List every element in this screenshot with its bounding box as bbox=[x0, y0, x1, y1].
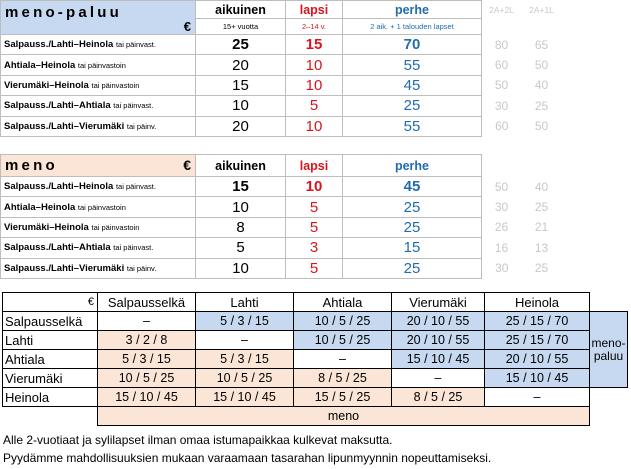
adult-header: aikuinen bbox=[196, 1, 286, 19]
matrix-row-label: Ahtiala bbox=[3, 350, 98, 369]
adult-price: 15 bbox=[196, 177, 286, 197]
group-2a1l-price: 50 bbox=[534, 58, 549, 73]
route-name: Salpauss./Lahti–Vierumäki bbox=[4, 262, 125, 274]
family-price: 25 bbox=[343, 217, 482, 237]
matrix-column-header: Ahtiala bbox=[294, 293, 392, 312]
matrix-column-header: Lahti bbox=[196, 293, 294, 312]
adult-price: 10 bbox=[196, 96, 286, 116]
family-price: 25 bbox=[343, 96, 482, 116]
oneway-adult-header: aikuinen bbox=[196, 155, 286, 177]
route-name: Vierumäki–Heinola bbox=[4, 221, 89, 233]
route-suffix: tai päinvastoin bbox=[77, 202, 126, 212]
child-price: 10 bbox=[286, 177, 343, 197]
group-2a2l-price: 50 bbox=[494, 179, 509, 194]
group-2a1l-price: 25 bbox=[534, 200, 549, 215]
fare-row bbox=[1, 238, 562, 258]
child-price: 5 bbox=[286, 197, 343, 217]
fare-row bbox=[1, 75, 562, 95]
matrix-cell: 5 / 3 / 15 bbox=[196, 312, 294, 331]
matrix-row bbox=[3, 350, 628, 369]
matrix-cell: 10 / 5 / 25 bbox=[294, 312, 392, 331]
matrix-cell: 5 / 3 / 15 bbox=[98, 350, 196, 369]
child-price: 3 bbox=[286, 238, 343, 258]
group-2a1l-price: 40 bbox=[534, 179, 549, 194]
group-2a2l-price: 30 bbox=[495, 261, 509, 276]
matrix-row bbox=[3, 331, 628, 350]
route-suffix: tai päinvastoin bbox=[91, 222, 140, 232]
matrix-row-label: Vierumäki bbox=[3, 369, 98, 388]
route-suffix: tai päinv. bbox=[126, 263, 157, 273]
family-price: 25 bbox=[343, 258, 482, 278]
group-2a1l-price: 13 bbox=[534, 240, 549, 255]
route-cell bbox=[1, 55, 196, 75]
oneway-family-header: perhe bbox=[343, 155, 482, 177]
fare-row bbox=[1, 35, 562, 55]
group-2a2l-price: 16 bbox=[494, 240, 509, 255]
matrix-row bbox=[3, 369, 628, 388]
matrix-cell: 20 / 10 / 55 bbox=[392, 312, 485, 331]
group-2a2l-header: 2A+2L bbox=[489, 4, 514, 15]
route-name: Vierumäki–Heinola bbox=[4, 79, 89, 91]
group-2a1l-price: 40 bbox=[534, 78, 549, 93]
family-price: 15 bbox=[343, 238, 482, 258]
route-name: Salpauss./Lahti–Ahtiala bbox=[4, 100, 111, 112]
matrix-cell: 10 / 5 / 25 bbox=[98, 369, 196, 388]
matrix-return-label-line2: paluu bbox=[593, 348, 624, 363]
fare-row bbox=[1, 116, 562, 136]
matrix-row-label: Heinola bbox=[3, 388, 98, 407]
matrix-row bbox=[3, 312, 628, 331]
adult-price: 10 bbox=[196, 197, 286, 217]
matrix-currency: € bbox=[3, 293, 98, 312]
family-subheader: 2 aik. + 1 talouden lapset bbox=[343, 19, 482, 35]
matrix-cell: 20 / 10 / 55 bbox=[485, 350, 590, 369]
child-price: 10 bbox=[286, 116, 343, 136]
group-2a1l-price: 25 bbox=[534, 98, 549, 113]
matrix-column-header: Salpausselkä bbox=[98, 293, 196, 312]
route-cell bbox=[1, 35, 196, 55]
adult-price: 8 bbox=[196, 217, 286, 237]
group-2a1l-price: 21 bbox=[534, 220, 549, 235]
family-header: perhe bbox=[343, 1, 482, 19]
matrix-cell: 3 / 2 / 8 bbox=[98, 331, 196, 350]
route-suffix: tai päinvast. bbox=[113, 101, 154, 111]
fare-row bbox=[1, 55, 562, 75]
child-price: 5 bbox=[286, 258, 343, 278]
route-price-matrix bbox=[2, 292, 628, 426]
child-price: 10 bbox=[286, 75, 343, 95]
fare-row bbox=[1, 177, 562, 197]
matrix-row bbox=[3, 388, 628, 407]
family-price: 55 bbox=[343, 55, 482, 75]
route-cell bbox=[1, 96, 196, 116]
matrix-cell: – bbox=[294, 350, 392, 369]
return-currency-label: € bbox=[183, 19, 191, 34]
return-fare-table bbox=[0, 0, 562, 137]
oneway-currency-label: € bbox=[183, 157, 191, 173]
matrix-return-label bbox=[590, 312, 628, 388]
route-name: Ahtiala–Heinola bbox=[4, 59, 76, 71]
route-suffix: tai päinvastoin bbox=[91, 80, 140, 90]
route-suffix: tai päinvast. bbox=[115, 182, 156, 192]
route-cell bbox=[1, 177, 196, 197]
family-price: 25 bbox=[343, 197, 482, 217]
matrix-row-label: Lahti bbox=[3, 331, 98, 350]
route-cell bbox=[1, 116, 196, 136]
matrix-column-header: Vierumäki bbox=[392, 293, 485, 312]
note-infants-free: Alle 2-vuotiaat ja sylilapset ilman omaa istumapaikkaa kulkevat maksutta. bbox=[3, 433, 393, 447]
matrix-cell: 15 / 10 / 45 bbox=[196, 388, 294, 407]
matrix-column-header: Heinola bbox=[485, 293, 590, 312]
note-exact-change: Pyydämme mahdollisuuksien mukaan varaamaan tasarahan lipunmyynnin nopeuttamiseksi. bbox=[3, 451, 492, 465]
adult-price: 5 bbox=[196, 238, 286, 258]
fare-row bbox=[1, 96, 562, 116]
fare-row bbox=[1, 258, 562, 278]
route-cell bbox=[1, 75, 196, 95]
child-subheader: 2–14 v. bbox=[286, 19, 343, 35]
route-cell bbox=[1, 217, 196, 237]
adult-price: 15 bbox=[196, 75, 286, 95]
group-2a2l-price: 80 bbox=[494, 37, 509, 52]
child-price: 5 bbox=[286, 96, 343, 116]
group-2a2l-price: 30 bbox=[494, 200, 509, 215]
matrix-cell: 15 / 10 / 45 bbox=[485, 369, 590, 388]
matrix-cell: 15 / 5 / 25 bbox=[294, 388, 392, 407]
route-cell bbox=[1, 238, 196, 258]
family-price: 45 bbox=[343, 177, 482, 197]
group-2a1l-price: 50 bbox=[534, 119, 549, 134]
route-cell bbox=[1, 258, 196, 278]
child-price: 15 bbox=[286, 35, 343, 55]
adult-price: 20 bbox=[196, 116, 286, 136]
matrix-footer-row bbox=[3, 407, 628, 426]
matrix-cell: 15 / 10 / 45 bbox=[98, 388, 196, 407]
child-price: 10 bbox=[286, 55, 343, 75]
adult-subheader: 15+ vuotta bbox=[196, 19, 286, 35]
oneway-title-cell bbox=[1, 155, 196, 177]
group-2a2l-price: 60 bbox=[494, 58, 509, 73]
matrix-cell: – bbox=[98, 312, 196, 331]
matrix-cell: 10 / 5 / 25 bbox=[196, 369, 294, 388]
route-suffix: tai päinvast. bbox=[115, 40, 156, 50]
matrix-cell: 25 / 15 / 70 bbox=[485, 312, 590, 331]
matrix-cell: 5 / 3 / 15 bbox=[196, 350, 294, 369]
matrix-return-label-line1: meno- bbox=[591, 335, 626, 350]
route-suffix: tai päinvast. bbox=[113, 243, 154, 253]
group-2a2l-price: 60 bbox=[495, 119, 509, 134]
group-2a2l-price: 26 bbox=[494, 220, 509, 235]
route-cell bbox=[1, 197, 196, 217]
route-suffix: tai päinvastoin bbox=[77, 60, 126, 70]
route-name: Ahtiala–Heinola bbox=[4, 201, 76, 213]
group-2a2l-price: 30 bbox=[494, 98, 509, 113]
group-2a1l-price: 25 bbox=[534, 261, 549, 276]
oneway-table-title: meno bbox=[5, 157, 58, 174]
matrix-cell: 20 / 10 / 55 bbox=[392, 331, 485, 350]
matrix-cell: 15 / 10 / 45 bbox=[392, 350, 485, 369]
adult-price: 25 bbox=[196, 35, 286, 55]
oneway-child-header: lapsi bbox=[286, 155, 343, 177]
family-price: 55 bbox=[343, 116, 482, 136]
fare-row bbox=[1, 217, 562, 237]
route-name: Salpauss./Lahti–Vierumäki bbox=[4, 120, 125, 132]
route-name: Salpauss./Lahti–Heinola bbox=[4, 181, 114, 193]
route-name: Salpauss./Lahti–Heinola bbox=[4, 39, 114, 51]
matrix-cell: 8 / 5 / 25 bbox=[392, 388, 485, 407]
group-2a1l-price: 65 bbox=[534, 37, 549, 52]
family-price: 45 bbox=[343, 75, 482, 95]
child-price: 5 bbox=[286, 217, 343, 237]
matrix-cell: – bbox=[392, 369, 485, 388]
matrix-cell: 10 / 5 / 25 bbox=[294, 331, 392, 350]
matrix-cell: 25 / 15 / 70 bbox=[485, 331, 590, 350]
matrix-cell: 8 / 5 / 25 bbox=[294, 369, 392, 388]
matrix-cell: – bbox=[196, 331, 294, 350]
return-title-cell bbox=[1, 1, 196, 35]
matrix-cell: – bbox=[485, 388, 590, 407]
adult-price: 20 bbox=[196, 55, 286, 75]
adult-price: 10 bbox=[196, 258, 286, 278]
group-2a2l-price: 50 bbox=[494, 78, 509, 93]
fare-row bbox=[1, 197, 562, 217]
group-2a1l-header: 2A+1L bbox=[529, 4, 554, 15]
matrix-header-row bbox=[3, 293, 628, 312]
matrix-row-label: Salpausselkä bbox=[3, 312, 98, 331]
family-price: 70 bbox=[343, 35, 482, 55]
return-table-title: meno-paluu bbox=[5, 4, 122, 21]
route-name: Salpauss./Lahti–Ahtiala bbox=[4, 242, 111, 254]
route-suffix: tai päinv. bbox=[126, 121, 157, 131]
matrix-oneway-label: meno bbox=[98, 407, 590, 426]
oneway-fare-table bbox=[0, 154, 562, 279]
child-header: lapsi bbox=[286, 1, 343, 19]
